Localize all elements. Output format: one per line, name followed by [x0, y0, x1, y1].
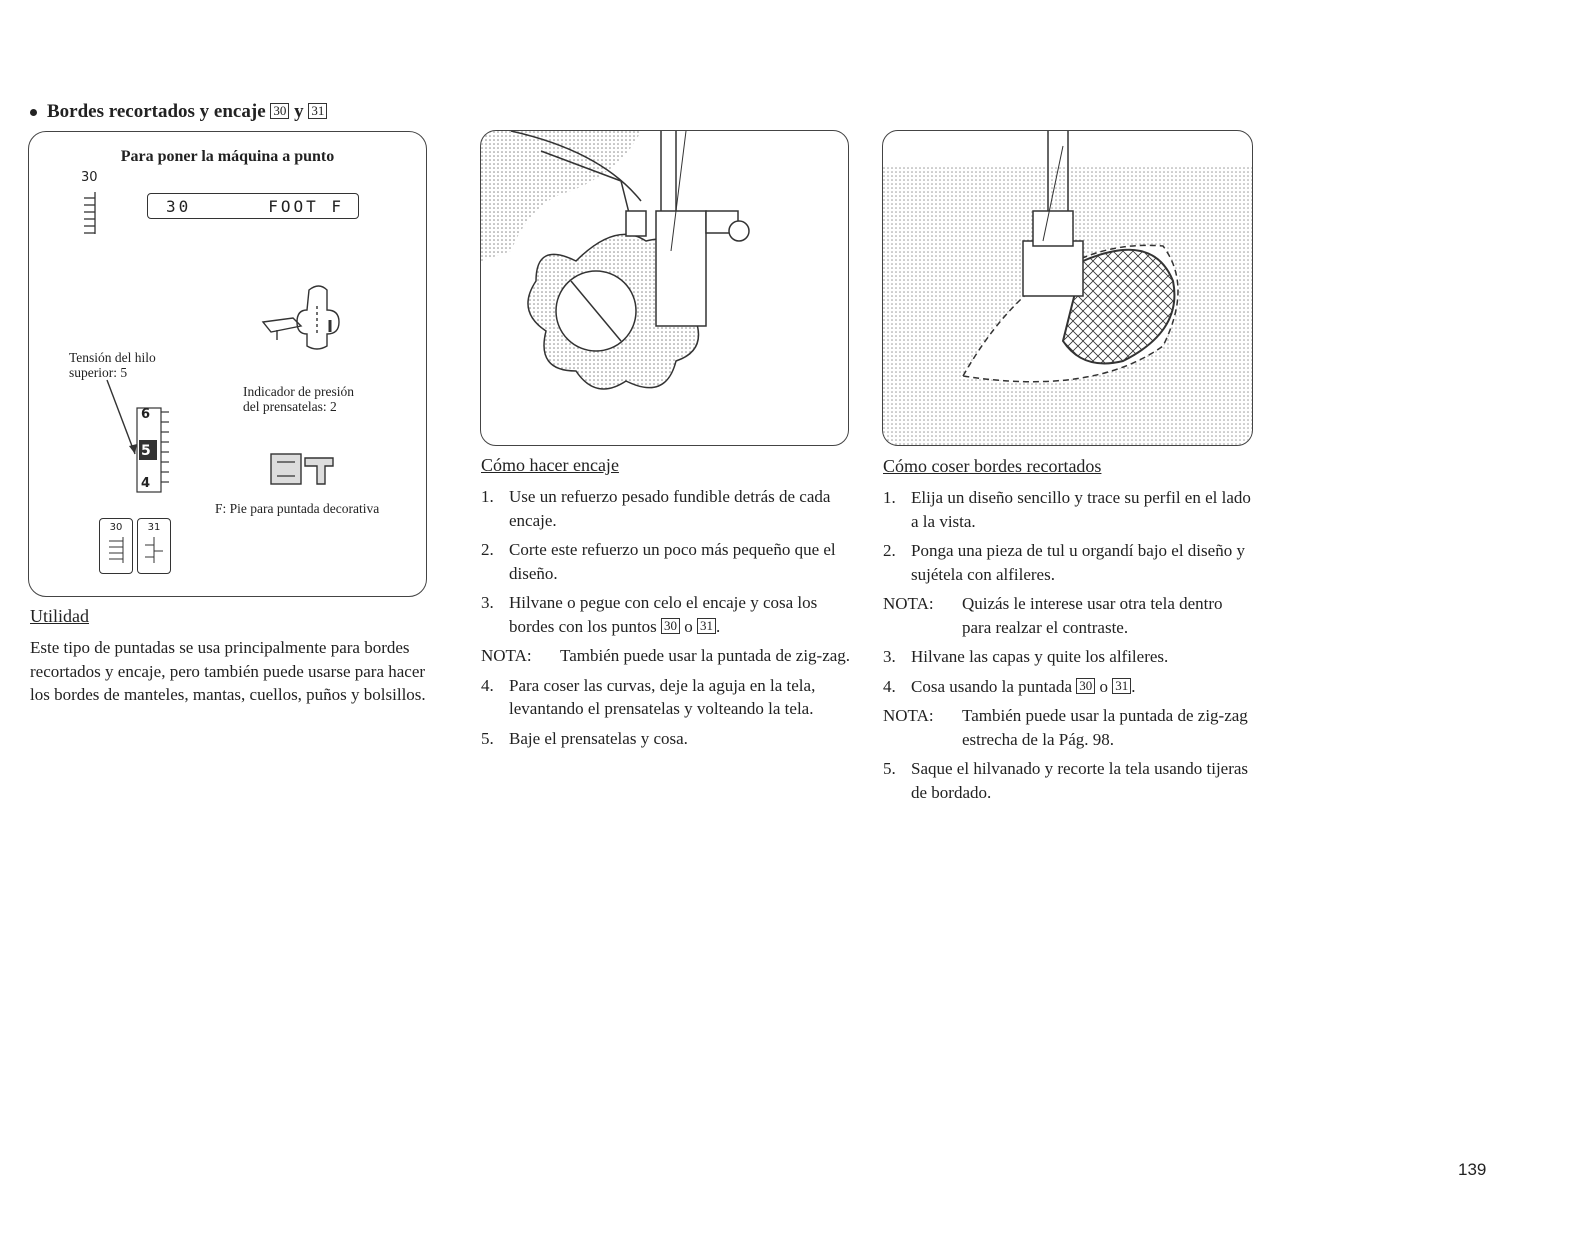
bullet-icon [30, 109, 37, 116]
tension-value-6: 6 [141, 407, 151, 422]
lcd-display: 30 FOOT F [147, 193, 359, 219]
list-item: 4. Para coser las curvas, deje la aguja en la tela, levantando el prensatelas y volteando la tela. [481, 675, 816, 718]
list-item: 1. Use un refuerzo pesado fundible detrás de cada encaje. [481, 487, 831, 530]
pressure-label: Indicador de presión del prensatelas: 2 [243, 384, 354, 414]
lace-heading: Cómo hacer encaje [481, 455, 619, 475]
utility-heading: Utilidad [30, 606, 89, 626]
cutwork-illustration [882, 130, 1253, 446]
tension-label: Tensión del hilo superior: 5 [69, 350, 156, 380]
lace-sewing-image [481, 131, 848, 445]
page-number: 139 [1458, 1160, 1487, 1179]
lace-steps [481, 485, 853, 756]
list-item: 5. Saque el hilvanado y recorte la tela usando tijeras de bordado. [883, 759, 1249, 802]
stitch-31-icon [139, 535, 169, 565]
pattern-key-31: 31 [137, 518, 171, 574]
list-item: 1. Elija un diseño sencillo y trace su perfil en el lado a la vista. [883, 488, 1251, 531]
utility-text: Este tipo de puntadas se usa principalmente para bordes recortados y encaje, pero también puede usarse para hacer los bordes de manteles, mantas, cuellos, puños y bolsillos. [30, 638, 426, 704]
list-item: 2. Ponga una pieza de tul u organdí bajo el diseño y sujétela con alfileres. [883, 541, 1245, 584]
foot-label: F: Pie para puntada decorativa [215, 501, 380, 516]
cutwork-heading: Cómo coser bordes recortados [883, 456, 1102, 476]
note-item: NOTA: También puede usar la puntada de zig-zag estrecha de la Pág. 98. [883, 706, 1248, 749]
pattern-key-30: 30 [99, 518, 133, 574]
setup-panel [28, 131, 427, 597]
stitch-pattern-icon [81, 190, 99, 236]
list-item: 2. Corte este refuerzo un poco más pequeño que el diseño. [481, 540, 836, 583]
setup-heading: Para poner la máquina a punto [120, 148, 335, 165]
cutwork-sewing-image [883, 131, 1252, 445]
stitch-30-icon [101, 535, 131, 565]
section-title: Bordes recortados y encaje 30 y 31 [30, 101, 327, 123]
presser-foot-f-icon [269, 450, 337, 488]
pattern-30-key: 30 [270, 103, 289, 119]
list-item: 5. Baje el prensatelas y cosa. [481, 728, 688, 748]
list-item: 4. Cosa usando la puntada 30 o 31 . [883, 676, 1136, 696]
pattern-number: 30 [81, 170, 98, 185]
tension-value-5: 5 [141, 443, 151, 459]
cutwork-steps [883, 486, 1255, 810]
note-item: NOTA: Quizás le interese usar otra tela dentro para realzar el contraste. [883, 594, 1223, 637]
list-item: 3. Hilvane o pegue con celo el encaje y cosa los bordes con los puntos 30 o 31 . [481, 593, 818, 636]
tension-dial-icon [99, 372, 179, 497]
pressure-dial-icon [257, 282, 349, 352]
pattern-31-key: 31 [308, 103, 327, 119]
tension-value-4: 4 [141, 476, 151, 491]
list-item: 3. Hilvane las capas y quite los alfileres. [883, 647, 1169, 666]
note-item: NOTA: También puede usar la puntada de zig-zag. [481, 646, 851, 665]
lace-illustration [480, 130, 849, 446]
